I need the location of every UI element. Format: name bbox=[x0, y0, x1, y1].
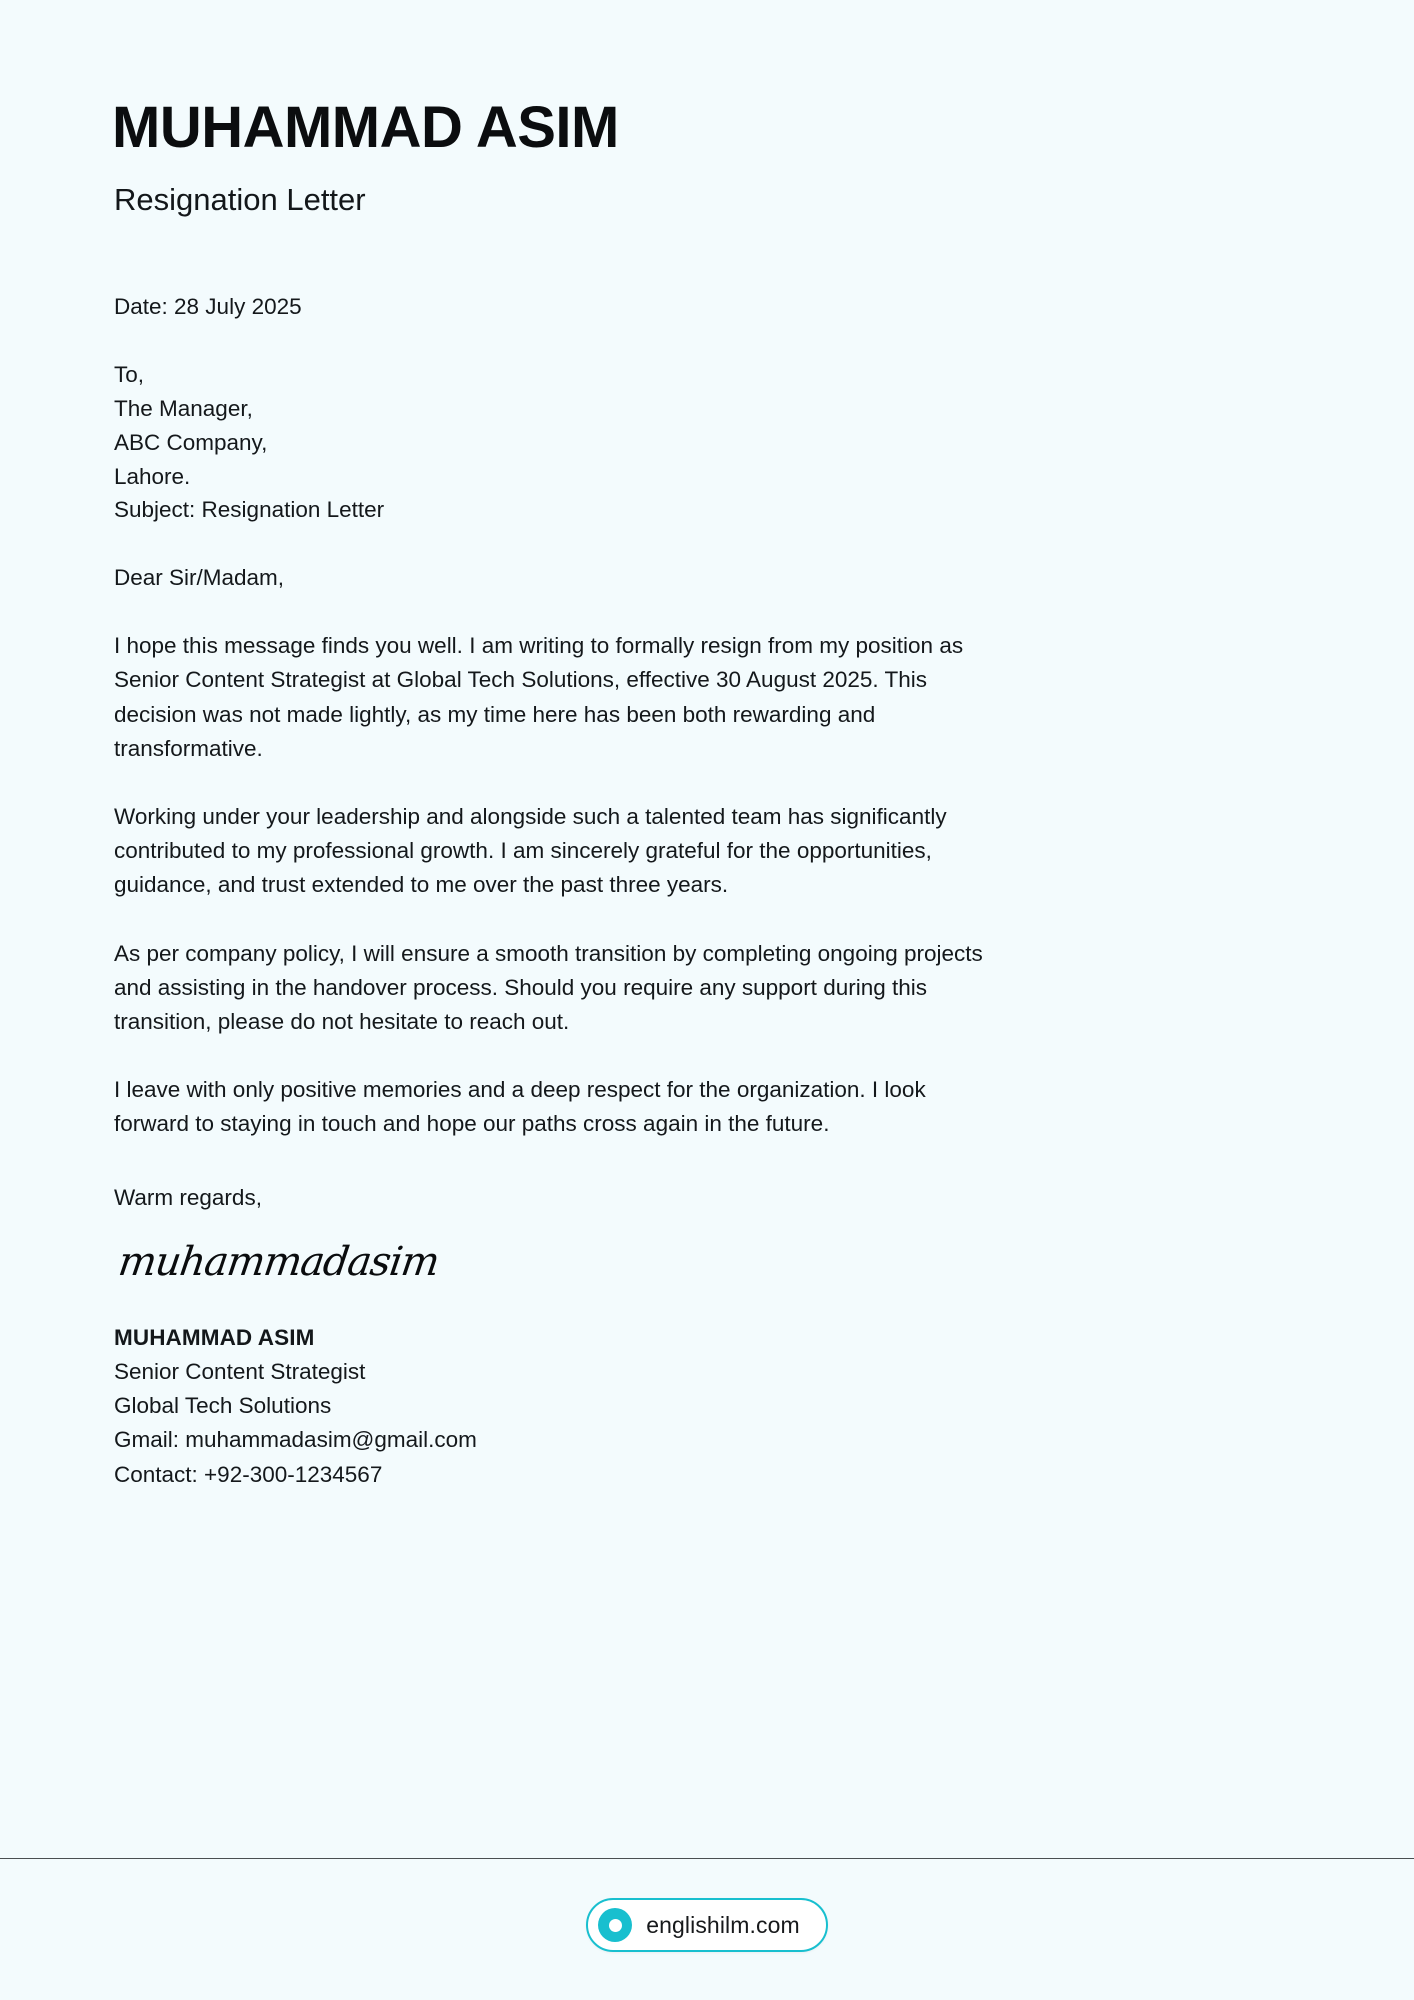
body-paragraph-2: Working under your leadership and alongside such a talented team has significantly contributed to my professional growth. I am sincerely grateful for the opportunities, guidance, and trust extended to me over the past three years. bbox=[114, 803, 947, 898]
document-subtitle: Resignation Letter bbox=[114, 181, 366, 217]
sender-email: Gmail: muhammadasim@gmail.com bbox=[114, 1427, 477, 1453]
date-line: Date: 28 July 2025 bbox=[114, 294, 302, 320]
circle-dot-icon bbox=[598, 1908, 632, 1942]
sender-details-block bbox=[114, 1321, 1002, 1492]
body-paragraph-4: I leave with only positive memories and a deep respect for the organization. I look forward to staying in touch and hope our paths cross again in the future. bbox=[114, 1077, 926, 1137]
recipient-line-company: ABC Company, bbox=[114, 429, 268, 455]
sender-job-title: Senior Content Strategist bbox=[114, 1359, 366, 1385]
footer-divider bbox=[0, 1858, 1414, 1859]
recipient-address-block bbox=[114, 358, 1002, 527]
subject-line: Subject: Resignation Letter bbox=[114, 497, 385, 523]
document-header bbox=[112, 0, 1302, 218]
closing-line: Warm regards, bbox=[114, 1185, 262, 1211]
recipient-line-to: To, bbox=[114, 362, 145, 388]
page-footer bbox=[0, 1880, 1414, 2000]
body-paragraph-1: I hope this message finds you well. I am writing to formally resign from my position as Senior Content Strategist at Global Tech Solutions, effective 30 August 2025. This decision was not made lightly, as my time here has been both rewarding and transformative. bbox=[114, 633, 964, 761]
sender-company: Global Tech Solutions bbox=[114, 1393, 332, 1419]
sender-name: MUHAMMAD ASIM bbox=[114, 1324, 315, 1350]
page-title: MUHAMMAD ASIM bbox=[112, 95, 619, 160]
recipient-line-manager: The Manager, bbox=[114, 396, 253, 422]
site-badge[interactable] bbox=[586, 1898, 828, 1952]
letter-body bbox=[112, 290, 1002, 1492]
recipient-line-city: Lahore. bbox=[114, 463, 191, 489]
body-paragraph-3: As per company policy, I will ensure a smooth transition by completing ongoing projects and assisting in the handover process. Should you require any support during this transition, please do not hesitate to reach out. bbox=[114, 940, 983, 1034]
sender-contact: Contact: +92-300-1234567 bbox=[114, 1461, 383, 1487]
salutation: Dear Sir/Madam, bbox=[114, 565, 285, 591]
handwritten-signature: muhammadasim bbox=[115, 1238, 442, 1285]
site-badge-label: englishilm.com bbox=[646, 1911, 800, 1938]
